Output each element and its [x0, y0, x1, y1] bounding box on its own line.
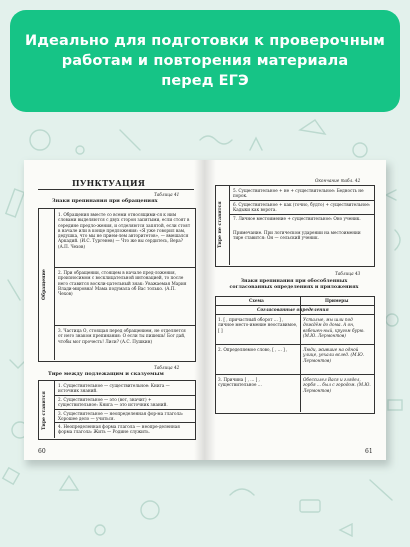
table-43-row-2-example: Люди, жившие на одной улице, уехали вслед. (М.Ю. Лермонтов) [303, 347, 365, 363]
table-43-row-3-example: Обессилел Вася и глядел, горбя ... был с городом. (М.Ю. Лермонтов) [303, 377, 371, 393]
table-42-item-4: 4. Неопределенная форма глагола — неопре-деленная форма глагола: Жить — Родине служить. [58, 424, 180, 435]
book-gutter [194, 160, 216, 460]
table-42-item-7: 7. Личное местоимение + существительное: Оно ученик. [233, 216, 361, 221]
left-page [24, 160, 206, 460]
table-43-row-3-scheme: 3. Причина [ , ... ] , существительное ... [218, 377, 262, 388]
table-43-label: Таблица 43 [335, 271, 361, 276]
banner-line-1: Идеально для подготовки к проверочным [24, 33, 386, 49]
table-43-title: Знаки препинания при обособленных согласованных определениях и приложениях [229, 278, 359, 290]
table-41-title: Знаки препинания при обращениях [52, 198, 158, 204]
table-42-title: Тире между подлежащим и сказуемым [48, 371, 164, 377]
table-42-cont-side-label: Тире не ставится [218, 201, 223, 248]
table-42-item-6: 6. Существительное + как (точно, будто) + существительное: Кадыки как ворота. [233, 202, 371, 213]
heading-rule [38, 189, 194, 190]
table-41-item-3: 3. Частица О, стоящая перед обращением, не отделяется от него знаком препинания: О если ты пишешь! Бог дай, чтобы мог прочесть! Лиси? (А.С. Пушкин) [58, 328, 186, 344]
banner-line-2: работам и повторения материала [61, 53, 349, 69]
open-book [24, 160, 386, 460]
table-41-row-rule [54, 325, 195, 326]
table-43-row-1-example: Усталые, мы шли под дождём до дома. А он, взбешен-ный, кругом бурю. (М.Ю. Лермонтов) [303, 317, 365, 338]
table-41-item-2: 2. При обращении, стоящем в начале пред-ложения, произносимом с восклицательной интонацией, то после него ставится воскли-цательный знак: Уважаемая Мария Влади-мировна! Мама подумала об Вас только. (А.П. Чехов) [58, 270, 187, 297]
table-41-side-label: Обращение [42, 269, 47, 300]
table-42-label: Таблица 42 [154, 365, 180, 370]
table-42-cont-row-rule [229, 200, 374, 201]
table-43-subhead: Согласованные определения [257, 307, 329, 312]
table-42-row-rule [54, 409, 195, 410]
table-41-divider [54, 208, 55, 360]
section-heading: ПУНКТУАЦИЯ [72, 178, 146, 188]
table-42-row-rule [54, 395, 195, 396]
table-42-side-label: Тире ставится [42, 391, 47, 430]
table-43-header-rule [215, 305, 374, 306]
table-41-row-rule [54, 267, 195, 268]
table-42-item-2: 2. Существительное — это (вот, значит) + существительное: Книга — это источник знаний. [58, 397, 168, 408]
table-42-item-5: 5. Существительное + не + существительное: Бедность не порок. [233, 188, 364, 199]
table-43-row-2-scheme: 2. Определяемое слово, [ , ... ] , [218, 347, 288, 352]
table-42-item-1: 1. Существительное — существительное: Книга — источник знаний. [58, 383, 170, 394]
promo-banner [10, 10, 400, 112]
page-number-right: 61 [365, 448, 373, 455]
table-43-col-scheme: Схема [249, 298, 264, 303]
table-43-row-rule [215, 344, 374, 345]
table-42-cont-divider [229, 185, 230, 265]
table-41-label: Таблица 41 [154, 192, 180, 197]
table-42-cont-row-rule [229, 214, 374, 215]
table-43-row-1-scheme: 1. [ , причастный оборот ... ] , личное место-имение неоставимое, [ ] [218, 317, 298, 333]
table-42-item-3: 3. Существительное — неопределенная фор-ма глагола: Хорошее дело — учиться. [58, 411, 184, 422]
banner-line-3: перед ЕГЭ [161, 73, 249, 89]
table-41-item-1: 1. Обращения вместе со всеми относящими-ся к ним словами выделяются с двух сторон запятыми, если стоят в середине предло-жения, и отделяются запятой, если стоят в начале или в конце предложения: «Я уже говорил вам, дедушка, что мы не прием-лем авторитетов», — вмешался Аркадий. (И.С. Тургенев) — Что же вы сердитесь, Вера? (А.П. Чехов) [58, 212, 191, 249]
table-42-note: Примечание. При логическом ударении на местоимении тире ставится: Он — сельский ученик. [233, 230, 361, 241]
table-43-col-examples: Примеры [325, 298, 349, 303]
right-page [205, 160, 386, 460]
table-43-row-rule [215, 314, 374, 315]
table-42-row-rule [54, 422, 195, 423]
page-number-left: 60 [38, 448, 46, 455]
table-43-row-rule [215, 374, 374, 375]
table-continued-label: Окончание табл. 42 [315, 178, 361, 183]
